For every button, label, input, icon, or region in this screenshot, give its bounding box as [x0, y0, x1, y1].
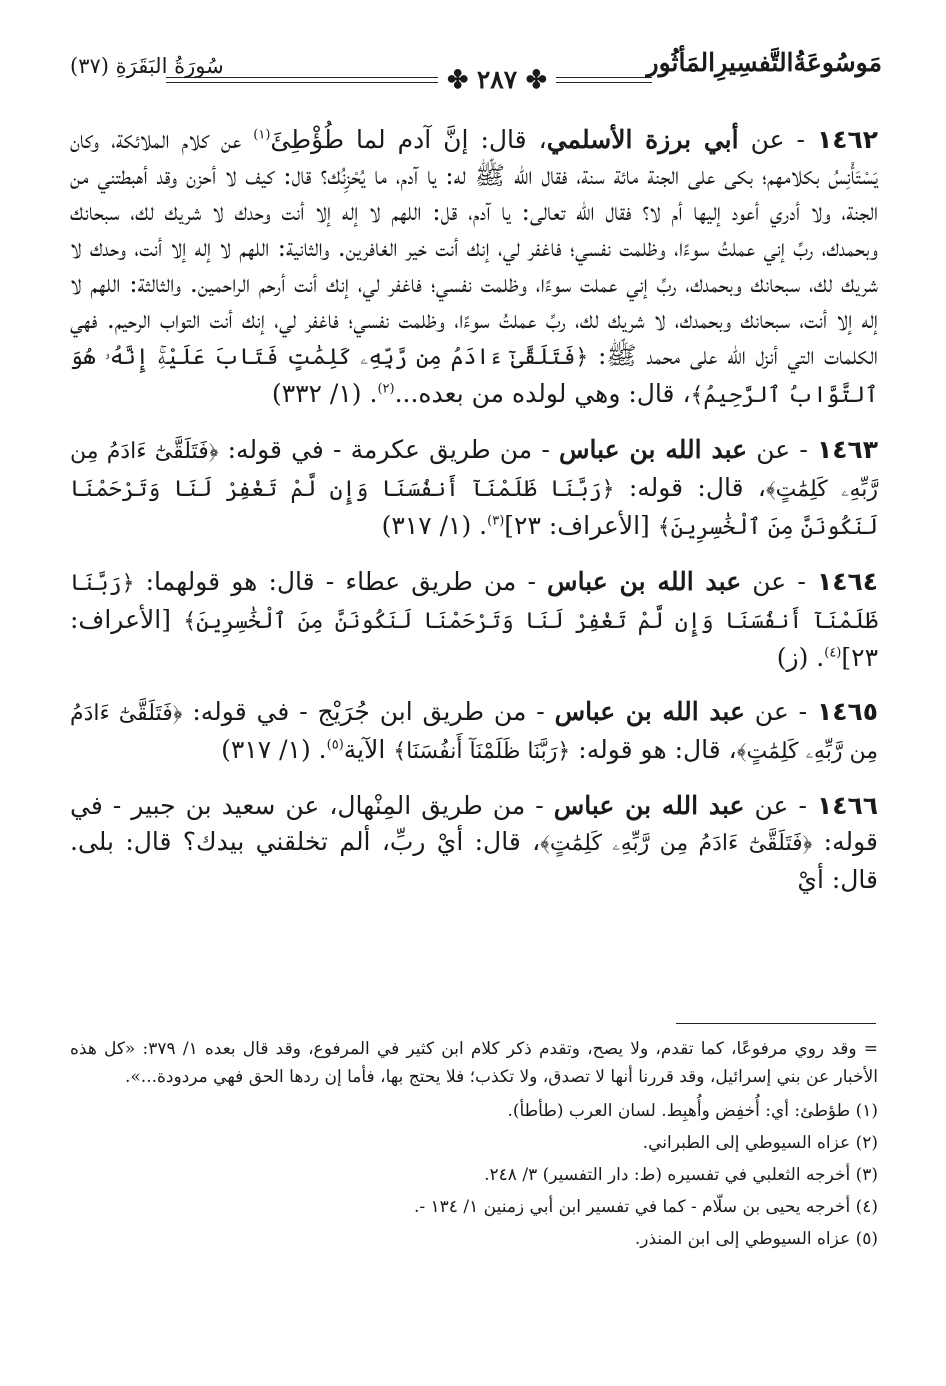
running-header	[70, 44, 882, 106]
volume-ref: . (ز)	[776, 643, 825, 672]
quran-verse: ﴿فَتَلَقَّىٰٓ ءَادَمُ مِن رَّبِّهِۦ كَلِمَٰتٍ﴾	[70, 439, 878, 502]
entry-1464: ١٤٦٤ - عن عبد الله بن عباس - من طريق عطاء - قال: هو قولهما: ﴿رَبَّنَا ظَلَمْنَآ أَنفُسَنَا وَإِن لَّمْ تَغْفِرْ لَنَا وَتَرْحَمْنَا لَنَكُونَنَّ مِنَ ٱلْخَٰسِرِينَ﴾ [الأعراف: ٢٣]$^{(٤)}$. (ز)	[70, 567, 878, 672]
entry-number: ١٤٦٤	[816, 567, 878, 596]
quran-verse: ﴿رَبَّنَا ظَلَمْنَآ أَنفُسَنَا وَإِن لَّمْ تَغْفِرْ لَنَا وَتَرْحَمْنَا لَنَكُونَنَّ مِنَ ٱلْخَٰسِرِينَ﴾	[70, 477, 878, 540]
entry-text: عن كلام الملائكة، وكان يَسْتَأْنِسُ بكلامهم؛ بكى على الجنة مائة سنة، فقال الله ﷺ له: يا آدم، ما يُحْزِنُك؟ قال: كيف لا أحزن وقد أهبطتني من الجنة، ولا أدري أعود إليها أم لا؟ فقال الله تعالى: يا آدم، قل: اللهم لا إله إلا أنت وحدك لا شريك لك، سبحانك وبحمدك، ربِّ إني عملتُ سوءًا، وظلمت نفسي؛ فاغفر لي، إنك أنت خير الغافرين. والثانية: اللهم لا إله إلا أنت، وحدك لا شريك لك، سبحانك وبحمدك، ربِّ إني عملت سوءًا، وظلمت نفسي؛ فاغفر لي، إنك أنت أرحم الراحمين. والثالثة: اللهم لا إله إلا أنت، سبحانك وبحمدك، لا شريك لك، ربِّ عملتُ سوءًا، وظلمت نفسي؛ فاغفر لي، إنك أنت التواب الرحيم. فهي الكلمات التي أنزل الله على محمد ﷺ:	[70, 125, 878, 370]
entry-1465: ١٤٦٥ - عن عبد الله بن عباس - من طريق ابن جُرَيْج - في قوله: ﴿فَتَلَقَّىٰٓ ءَادَمُ مِن رَّبِّهِۦ كَلِمَٰتٍ﴾، قال: هو قوله: ﴿رَبَّنَا ظَلَمْنَآ أَنفُسَنَا﴾ الآية$^{(٥)}$. (١/ ٣١٧)	[70, 697, 878, 764]
narrator-name: عبد الله بن عباس	[554, 697, 745, 726]
header-rule	[166, 77, 652, 78]
footnote-ref[interactable]: (٣)	[487, 513, 505, 529]
verse-citation: [الأعراف: ٢٣]	[504, 511, 658, 540]
quran-verse: ﴿فَتَلَقَّىٰٓ ءَادَمُ مِن رَّبِّهِۦ كَلِمَٰتٍ﴾	[70, 701, 878, 764]
entry-text: ، قال: وهي لولده من بعده...	[394, 379, 691, 408]
entry-number: ١٤٦٢	[816, 125, 878, 154]
entry-text: - من طريق المِنْهال، عن سعيد بن جبير - في قوله:	[70, 791, 878, 856]
narrator-name: عبد الله بن عباس	[558, 435, 748, 464]
entry-text: قال: إنَّ آدم لما طُؤْطِئَ	[270, 125, 527, 154]
footnote-ref[interactable]: (٢)	[377, 381, 395, 397]
quran-verse: ﴿فَتَلَقَّىٰٓ ءَادَمُ مِن رَّبِّهِۦ كَلِمَٰتٍ فَتَابَ عَلَيْهِۚ إِنَّهُۥ هُوَ ٱلتَّوَّابُ ٱلرَّحِيمُ﴾	[70, 345, 878, 408]
entry-number: ١٤٦٣	[816, 435, 878, 464]
volume-ref: . (١/ ٣٣٢)	[271, 379, 378, 408]
entry-text: - من طريق عطاء - قال: هو قولهما:	[134, 567, 536, 596]
footnote-4: (٤) أخرجه يحيى بن سلّام - كما في تفسير ابن أبي زمنين ١/ ١٣٤ -.	[413, 1197, 878, 1217]
book-title: مَوسُوعَةُالتَّفسِيرِالمَأثُور	[646, 48, 882, 77]
entry-text: - من طريق ابن جُرَيْج - في قوله:	[182, 697, 545, 726]
ornament-icon: ✤	[517, 65, 547, 94]
verse-citation: [الأعراف: ٢٣]	[70, 605, 878, 672]
narrator-name: عبد الله بن عباس	[553, 791, 745, 820]
footnote-5: (٥) عزاه السيوطي إلى ابن المنذر.	[634, 1229, 878, 1249]
entry-number: ١٤٦٥	[816, 697, 878, 726]
entry-text: ، قال: قوله:	[614, 473, 766, 502]
volume-ref: . (١/ ٣١٧)	[381, 511, 488, 540]
entry-text: الآية	[343, 735, 394, 764]
footnote-2: (٢) عزاه السيوطي إلى الطبراني.	[642, 1133, 878, 1153]
surah-label: سُورَةُ البَقَرَةِ (٣٧)	[70, 54, 224, 78]
footnote-continuation: = وقد روي مرفوعًا، كما تقدم، ولا يصح، وتقدم ذكر كلام ابن كثير في المرفوع، وقد قال بعده ١/ ٣٧٩: «كل هذه الأخبار عن بني إسرائيل، وقد قررنا أنها لا تصدق، ولا تكذب؛ فلا يحتج بها، فأما إن ردها الحق فهي مردودة...».	[70, 1039, 878, 1087]
header-rule	[166, 82, 652, 83]
footnote-3: (٣) أخرجه الثعلبي في تفسيره (ط: دار التفسير) ٣/ ٢٤٨.	[484, 1165, 878, 1185]
quran-verse: ﴿رَبَّنَا ظَلَمْنَآ أَنفُسَنَا﴾	[393, 739, 571, 764]
footnote-1: (١) طؤطئ: أي: أُخفِض وأُهبِط. لسان العرب (طأطأ).	[507, 1101, 878, 1121]
entry-text: - من طريق عكرمة - في قوله:	[218, 435, 550, 464]
ornament-icon: ✤	[447, 65, 477, 94]
narrator-name: أبي برزة الأسلمي	[546, 125, 739, 154]
footnote-ref[interactable]: (٤)	[824, 645, 842, 661]
entry-text: ، قال: أيْ ربِّ، ألم تخلقني بيدك؟ قال: بلى. قال: أيْ	[70, 827, 878, 894]
entry-1463: ١٤٦٣ - عن عبد الله بن عباس - من طريق عكرمة - في قوله: ﴿فَتَلَقَّىٰٓ ءَادَمُ مِن رَّبِّهِۦ كَلِمَٰتٍ﴾، قال: قوله: ﴿رَبَّنَا ظَلَمْنَآ أَنفُسَنَا وَإِن لَّمْ تَغْفِرْ لَنَا وَتَرْحَمْنَا لَنَكُونَنَّ مِنَ ٱلْخَٰسِرِينَ﴾ [الأعراف: ٢٣]$^{(٣)}$. (١/ ٣١٧)	[70, 435, 878, 540]
quran-verse: ﴿رَبَّنَا ظَلَمْنَآ أَنفُسَنَا وَإِن لَّمْ تَغْفِرْ لَنَا وَتَرْحَمْنَا لَنَكُونَنَّ مِنَ ٱلْخَٰسِرِينَ﴾	[70, 571, 878, 634]
footnotes	[70, 1035, 878, 1257]
quran-verse: ﴿فَتَلَقَّىٰٓ ءَادَمُ مِن رَّبِّهِۦ كَلِمَٰتٍ﴾	[540, 831, 813, 856]
footnote-ref[interactable]: (١)	[253, 127, 271, 143]
volume-ref: . (١/ ٣١٧)	[221, 735, 327, 764]
entry-number: ١٤٦٦	[816, 791, 878, 820]
page-number: ✤ ٢٨٧ ✤	[438, 64, 556, 96]
main-text	[70, 122, 878, 916]
entry-1462: ١٤٦٢ - عن أبي برزة الأسلمي، قال: إنَّ آدم لما طُؤْطِئَ$^{(١)}$ عن كلام الملائكة، وكان يَسْتَأْنِسُ بكلامهم؛ بكى على الجنة مائة سنة، فقال الله ﷺ له: يا آدم، ما يُحْزِنُك؟ قال: كيف لا أحزن وقد أهبطتني من الجنة، ولا أدري أعود إليها أم لا؟ فقال الله تعالى: يا آدم، قل: اللهم لا إله إلا أنت وحدك لا شريك لك، سبحانك وبحمدك، ربِّ إني عملتُ سوءًا، وظلمت نفسي؛ فاغفر لي، إنك أنت خير الغافرين. والثانية: اللهم لا إله إلا أنت، وحدك لا شريك لك، سبحانك وبحمدك، ربِّ إني عملت سوءًا، وظلمت نفسي؛ فاغفر لي، إنك أنت أرحم الراحمين. والثالثة: اللهم لا إله إلا أنت، سبحانك وبحمدك، لا شريك لك، ربِّ عملتُ سوءًا، وظلمت نفسي؛ فاغفر لي، إنك أنت التواب الرحيم. فهي الكلمات التي أنزل الله على محمد ﷺ: ﴿فَتَلَقَّىٰٓ ءَادَمُ مِن رَّبِّهِۦ كَلِمَٰتٍ فَتَابَ عَلَيْهِۚ إِنَّهُۥ هُوَ ٱلتَّوَّابُ ٱلرَّحِيمُ﴾، قال: وهي لولده من بعده...$^{(٢)}$. (١/ ٣٣٢)	[70, 125, 878, 408]
entry-1466: ١٤٦٦ - عن عبد الله بن عباس - من طريق المِنْهال، عن سعيد بن جبير - في قوله: ﴿فَتَلَقَّىٰٓ ءَادَمُ مِن رَّبِّهِۦ كَلِمَٰتٍ﴾، قال: أيْ ربِّ، ألم تخلقني بيدك؟ قال: بلى. قال: أيْ	[70, 791, 878, 894]
footnote-ref[interactable]: (٥)	[326, 737, 344, 753]
narrator-name: عبد الله بن عباس	[547, 567, 742, 596]
footnote-separator	[676, 1023, 876, 1024]
entry-text: ، قال: هو قوله:	[570, 735, 737, 764]
